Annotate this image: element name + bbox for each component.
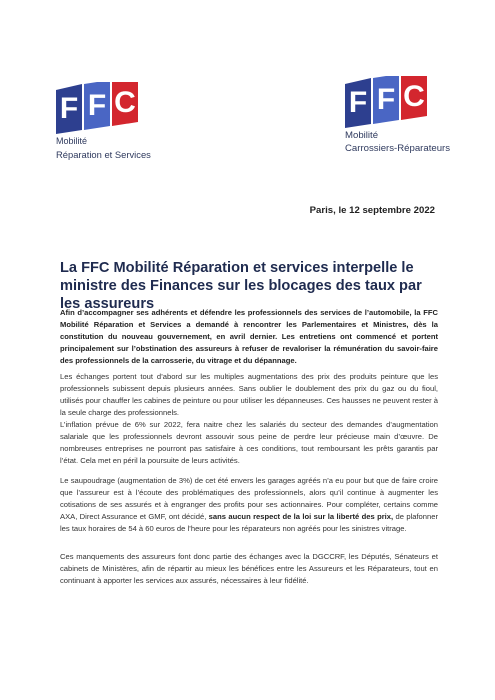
body-paragraph: L’inflation prévue de 6% sur 2022, fera naitre chez les salariés du secteur des demandes d’augmentation salariale que les professionnels devront assouvir sous peine de perdre leur précieuse main d’œuvre. De nombreuses entreprises ne pourront pas satisfaire à ces conditions, tout remboursant les prêts garantis par l’état. Cela met en péril la poursuite de leurs activités.: [60, 420, 438, 465]
logo-letter-f: F: [348, 86, 368, 119]
logo-letter-c: C: [403, 80, 425, 113]
body-paragraph: Ces manquements des assureurs font donc partie des échanges avec la DGCCRF, les Députés, Sénateurs et cabinets de Ministères, afin de répartir au mieux les bénéfices entre les Assureurs et les Réparateurs, tout en continuant à apporter les services aux assurés, nécessaires à leur fidélité.: [60, 552, 438, 585]
press-release-title: La FFC Mobilité Réparation et services interpelle le ministre des Finances sur les blocages des taux par les assureurs: [60, 260, 422, 312]
logo-letter-f: F: [87, 89, 107, 122]
ffc-reparation-services-logo: [56, 82, 151, 160]
date-line: Paris, le 12 septembre 2022: [309, 205, 435, 216]
logo-subtitle-line2: Carrossiers-Réparateurs: [345, 143, 451, 154]
logo-letter-f: F: [59, 92, 79, 125]
bold-emphasis: sans aucun respect de la loi sur la liberté des prix,: [208, 512, 394, 521]
logo-letter-f: F: [376, 83, 396, 116]
paragraph-text: de plafonner les taux horaires de 54 à 60 euros de l’heure pour les réparateurs non agréés pour les sinistres vitrage.: [60, 512, 438, 533]
ffc-logo-mark: [56, 82, 138, 134]
ffc-logo-mark: [345, 76, 427, 128]
ffc-carrossiers-reparateurs-logo: [345, 76, 450, 154]
logo-subtitle-line1: Mobilité: [56, 136, 88, 146]
logo-subtitle-line1: Mobilité: [345, 130, 379, 141]
logo-letter-c: C: [114, 86, 136, 119]
intro-paragraph: Afin d’accompagner ses adhérents et défendre les professionnels des services de l’automobile, la FFC Mobilité Réparation et Services a demandé à rencontrer les Parlementaires et Ministres, dès la constitution du nouveau gouvernement, en avril dernier. Les entretiens ont commencé et portent principalement sur l’obstination des assureurs à refuser de revaloriser la rémunération du savoir-faire des professionnels de la carrosserie, du vitrage et du dépannage.: [60, 308, 438, 365]
body-paragraph: Les échanges portent tout d’abord sur les multiples augmentations des prix des produits peinture que les professionnels subissent depuis plusieurs années. Sans oublier le doublement des prix du gaz ou du fioul, utilisés pour chauffer les cabines de peinture ou pour utiliser les dépanneuses. Ces hausses ne peuvent rester à la seule charge des professionnels.: [60, 372, 438, 417]
paragraph-text: Le saupoudrage (augmentation de 3%) de cet été envers les garages agréés n’a eu pour but que de faire croire que l’assureur est à l’écoute des problématiques des professionnels, alors qu’il continue à augmenter les cotisations de ses assurés et à engranger des profits pour ses actionnaires. Pour compléter, certains comme AXA, Direct Assurance et GMF, ont décidé,: [60, 476, 438, 521]
logo-subtitle-line2: Réparation et Services: [56, 149, 151, 160]
body-paragraph: [60, 475, 438, 535]
